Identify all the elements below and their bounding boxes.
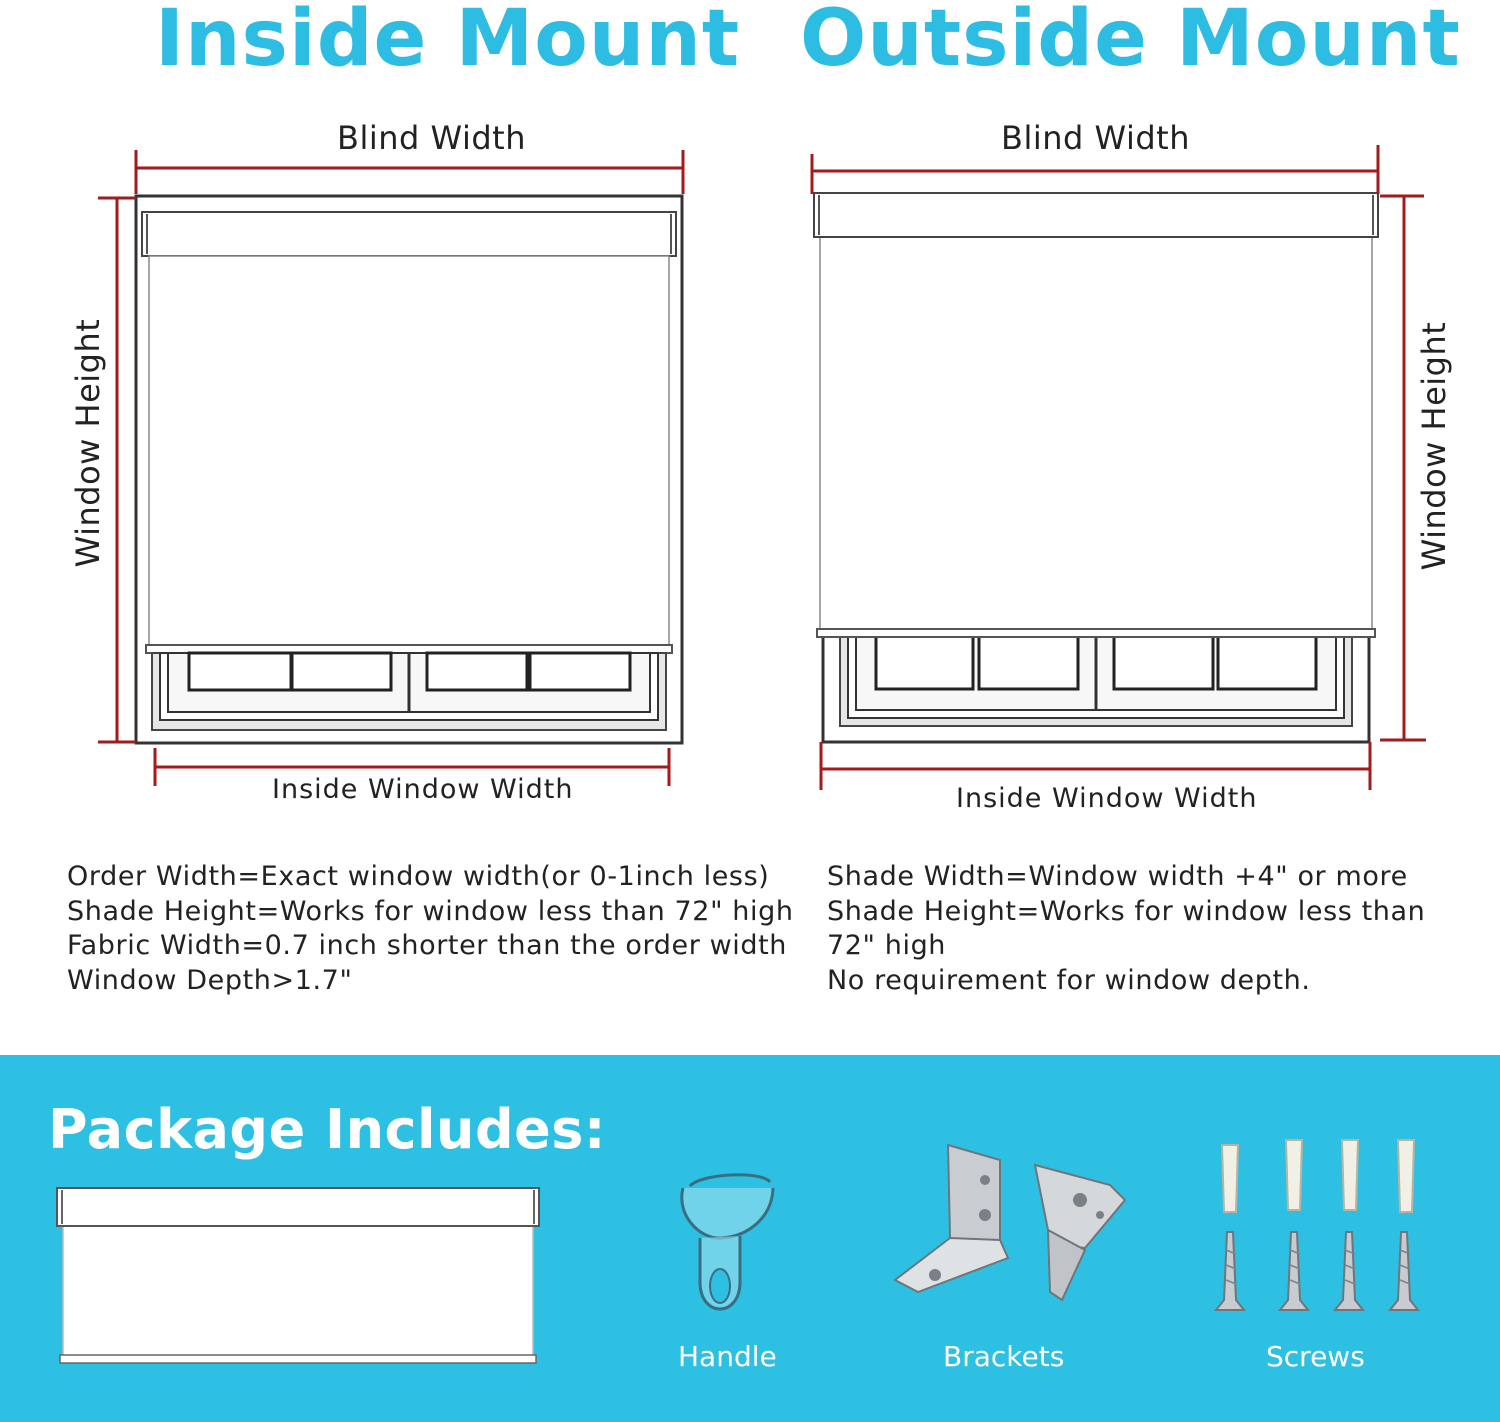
inside-window-width-label: Inside Window Width (272, 774, 574, 805)
inside-note-fabric-width: Fabric Width=0.7 inch shorter than the order width (67, 930, 788, 962)
package-title: Package Includes: (48, 1098, 607, 1161)
outside-blind-width-label: Blind Width (1001, 119, 1190, 157)
inside-mount-title: Inside Mount (155, 0, 741, 84)
outside-note-window-depth: No requirement for window depth. (827, 965, 1311, 997)
package-item-screws-label: Screws (1266, 1340, 1365, 1373)
outside-bottom-bar (817, 629, 1375, 637)
inside-blind-width-label: Blind Width (337, 119, 526, 157)
inside-window-height-label: Window Height (69, 318, 107, 568)
outside-note-shade-width: Shade Width=Window width +4" or more (827, 861, 1408, 892)
outside-note-shade-height-cont: 72" high (827, 930, 947, 962)
package-item-handle-label: Handle (678, 1340, 777, 1373)
outside-mount-notes (827, 860, 1425, 999)
outside-mount-title: Outside Mount (800, 0, 1461, 84)
outside-window-diagram (812, 145, 1426, 790)
inside-note-shade-height: Shade Height=Works for window less than 72" high (67, 895, 794, 927)
outside-window-width-label: Inside Window Width (956, 783, 1258, 814)
package-item-brackets-label: Brackets (943, 1340, 1065, 1373)
inside-note-order-width: Order Width=Exact window width(or 0-1inch less) (67, 861, 770, 892)
inside-note-window-depth: Window Depth>1.7" (67, 965, 353, 997)
inside-window-diagram (98, 150, 683, 786)
outside-fabric (820, 236, 1372, 632)
inside-mount-notes (67, 860, 794, 999)
inside-headrail (142, 212, 676, 256)
outside-note-shade-height: Shade Height=Works for window less than (827, 895, 1426, 927)
outside-window-height-label: Window Height (1415, 321, 1453, 571)
outside-headrail (814, 193, 1378, 237)
inside-fabric (149, 256, 669, 646)
